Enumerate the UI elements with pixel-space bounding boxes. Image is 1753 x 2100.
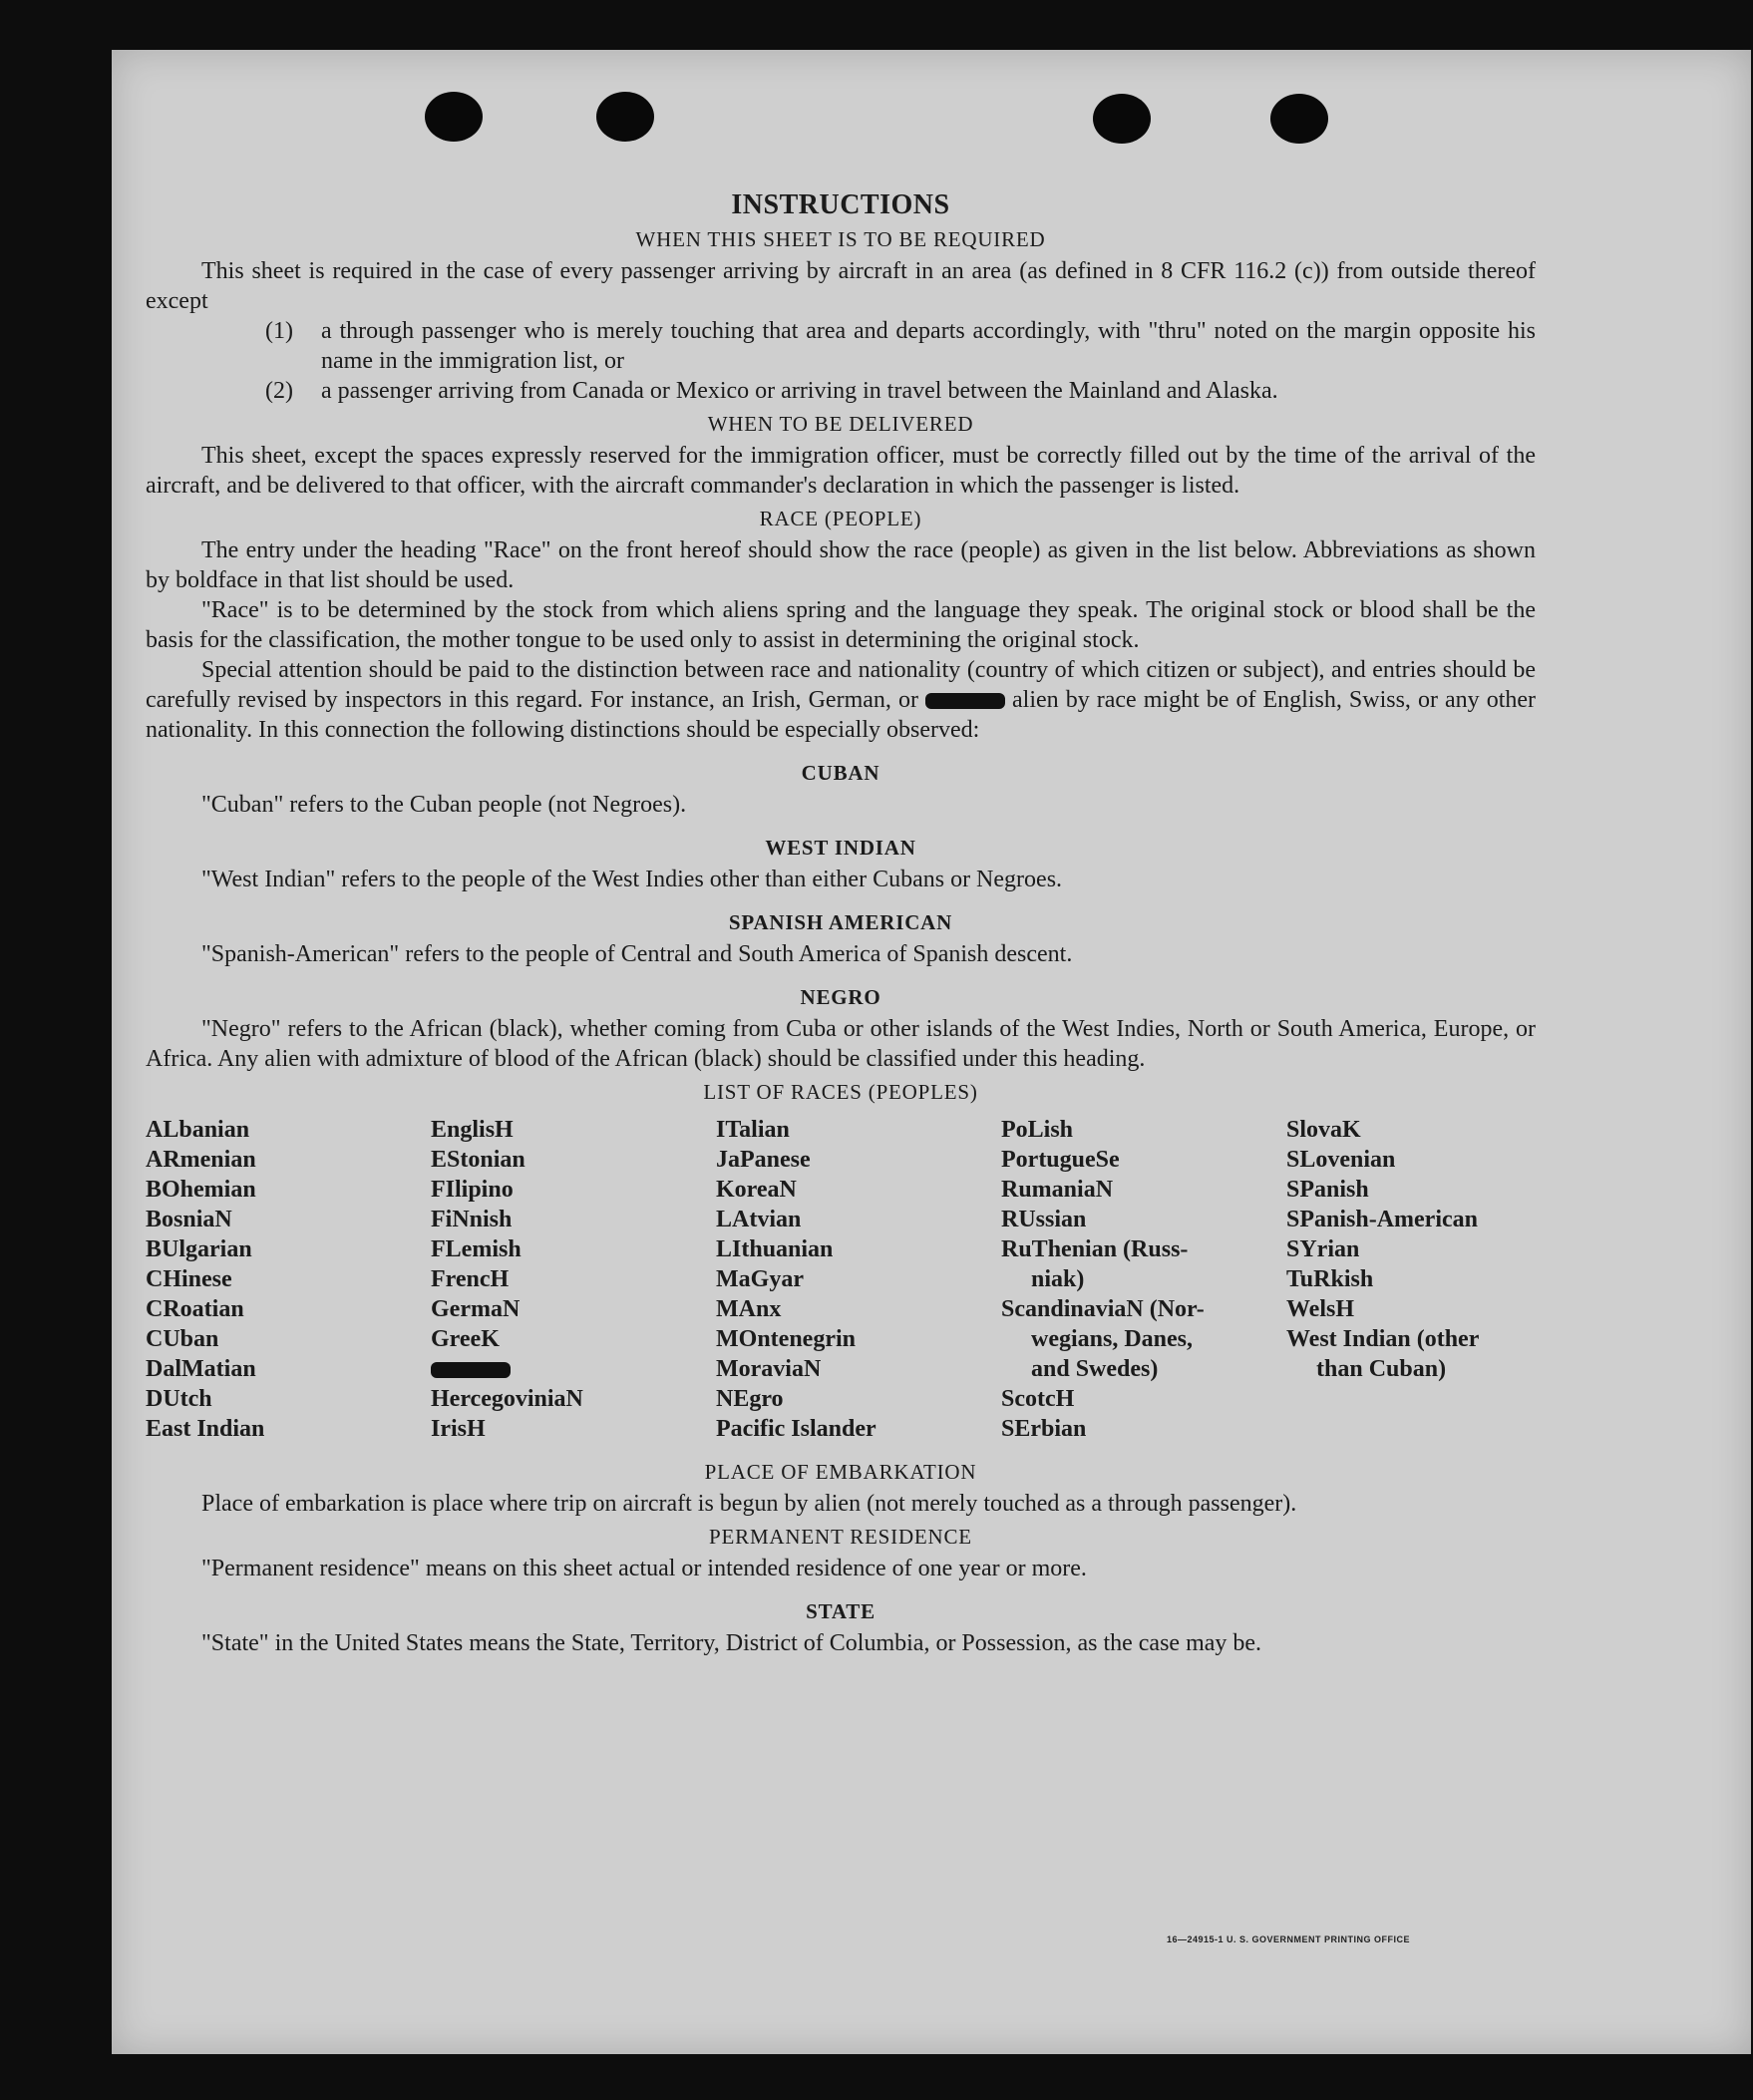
race-list-item: JaPanese [716,1147,811,1173]
race-list-item: niak) [1031,1266,1085,1292]
race-paragraph-3 [146,655,1536,745]
redaction-mark [431,1362,511,1378]
race-list-item: SPanish [1286,1177,1369,1203]
race-list-item: PoLish [1001,1117,1074,1143]
race-list-item: MOntenegrin [716,1326,856,1352]
race-paragraph-1: The entry under the heading "Race" on the front hereof should show the race (people) as given in the list below. Abbreviations as shown by boldface in that list should be used. [146,537,1536,593]
race-list-item: EStonian [431,1147,526,1173]
race-list-item: BosniaN [146,1207,232,1232]
race-paragraph-3-a: Special attention should be paid to the distinction between race and nationality (country of which citizen or subject), and entries should be carefully revised by inspectors in this regard. For instance, an Irish, German, or [146,657,1536,713]
race-column-1 [146,1115,431,1444]
west-indian-text: "West Indian" refers to the people of the West Indies other than either Cubans or Negroes. [201,867,1063,892]
race-list-item: West Indian (other [1286,1326,1480,1352]
punch-hole [1270,94,1328,144]
race-list-item: SLovenian [1286,1147,1396,1173]
race-list-item: TuRkish [1286,1266,1374,1292]
race-list-item: ScotcH [1001,1386,1075,1412]
race-list-item: RuThenian (Russ- [1001,1236,1189,1262]
race-list-item: BUlgarian [146,1236,252,1262]
race-paragraph-3-b: alien by race might be of English, Swiss, or any other nationality. In this connection the following distinctions should be especially observed: [146,687,1537,743]
race-list-item: CRoatian [146,1296,244,1322]
state-text: "State" in the United States means the State, Territory, District of Columbia, or Possession, as the case may be. [201,1630,1262,1656]
punch-hole [596,92,654,142]
section-heading-list: LIST OF RACES (PEOPLES) [703,1080,978,1104]
race-list-item: CHinese [146,1266,232,1292]
race-column-3 [716,1115,1001,1444]
race-list-item: MaGyar [716,1266,804,1292]
race-list-item: RumaniaN [1001,1177,1114,1203]
race-list-item: SlovaK [1286,1117,1361,1143]
race-list-item: LIthuanian [716,1236,834,1262]
race-list-item: WelsH [1286,1296,1355,1322]
race-column-5 [1286,1115,1572,1444]
negro-text: "Negro" refers to the African (black), whether coming from Cuba or other islands of the West Indies, North or South America, Europe, or Africa. Any alien with admixture of blood of the African (black) should be classified under this heading. [146,1016,1536,1072]
section-heading-race: RACE (PEOPLE) [759,507,922,530]
race-list-item: FiNnish [431,1207,513,1232]
section-heading-required: WHEN THIS SHEET IS TO BE REQUIRED [635,227,1046,251]
section-heading-embarkation: PLACE OF EMBARKATION [704,1460,977,1484]
section-heading-residence: PERMANENT RESIDENCE [709,1525,972,1549]
race-list-item: MAnx [716,1296,782,1322]
race-list-item: wegians, Danes, [1031,1326,1194,1352]
race-list-item: ALbanian [146,1117,250,1143]
required-intro: This sheet is required in the case of every passenger arriving by aircraft in an area (as defined in 8 CFR 116.2 (c)) from outside thereof except [146,258,1536,314]
section-heading-state: STATE [806,1599,876,1623]
race-list-item: BOhemian [146,1177,256,1203]
race-list-item: RUssian [1001,1207,1087,1232]
section-heading-cuban: CUBAN [801,761,880,785]
race-list-item: ScandinaviaN (Nor- [1001,1296,1205,1322]
race-list-item: ITalian [716,1117,790,1143]
race-list-item: SPanish-American [1286,1207,1478,1232]
race-list-item: HercegoviniaN [431,1386,583,1412]
page-title: INSTRUCTIONS [731,189,950,220]
race-list-item: and Swedes) [1031,1356,1159,1382]
race-list-item: GermaN [431,1296,521,1322]
exception-item-1 [265,316,1536,376]
punch-hole [425,92,483,142]
punch-hole [1093,94,1151,144]
spanish-american-text: "Spanish-American" refers to the people of Central and South America of Spanish descent. [201,941,1073,967]
residence-text: "Permanent residence" means on this sheet actual or intended residence of one year or more. [201,1556,1087,1581]
cuban-text: "Cuban" refers to the Cuban people (not Negroes). [201,792,687,818]
item-number: (1) [265,318,293,344]
instructions-content [146,189,1536,1658]
race-list-item-redacted [431,1354,716,1384]
race-list-item: IrisH [431,1416,486,1442]
section-heading-west-indian: WEST INDIAN [765,836,916,860]
race-list-item: than Cuban) [1316,1356,1447,1382]
race-list-item: SErbian [1001,1416,1087,1442]
delivered-text: This sheet, except the spaces expressly reserved for the immigration officer, must be correctly filled out by the time of the arrival of the aircraft, and be delivered to that officer, with the aircraft commander's declaration in which the passenger is listed. [146,443,1536,499]
race-list-item: DUtch [146,1386,212,1412]
race-list-item: DalMatian [146,1356,256,1382]
exception-item-2 [265,376,1536,406]
race-list-item: KoreaN [716,1177,797,1203]
item-text: a through passenger who is merely touching that area and departs accordingly, with "thru" noted on the margin opposite his name in the immigration list, or [321,318,1536,374]
race-list-item: FrencH [431,1266,510,1292]
embarkation-text: Place of embarkation is place where trip on aircraft is begun by alien (not merely touched as a through passenger). [201,1491,1297,1517]
race-paragraph-2: "Race" is to be determined by the stock from which aliens spring and the language they speak. The original stock or blood shall be the basis for the classification, the mother tongue to be used only to assist in determining the original stock. [146,597,1536,653]
race-list-item: ARmenian [146,1147,256,1173]
race-list-item: SYrian [1286,1236,1360,1262]
race-list-item: East Indian [146,1416,265,1442]
race-column-4 [1001,1115,1286,1444]
race-list-item: NEgro [716,1386,784,1412]
race-list-item: FIlipino [431,1177,514,1203]
race-list-item: FLemish [431,1236,522,1262]
race-list-item: LAtvian [716,1207,802,1232]
item-text: a passenger arriving from Canada or Mexico or arriving in travel between the Mainland and Alaska. [321,378,1278,404]
redaction-mark [925,693,1005,709]
race-column-2 [431,1115,716,1444]
printing-office-imprint: 16—24915-1 U. S. GOVERNMENT PRINTING OFFICE [1167,1934,1411,1944]
race-list-item: GreeK [431,1326,500,1352]
item-number: (2) [265,378,293,404]
race-list-item: PortugueSe [1001,1147,1120,1173]
race-list-item: MoraviaN [716,1356,822,1382]
race-list-item: EnglisH [431,1117,514,1143]
race-list-item: Pacific Islander [716,1416,876,1442]
section-heading-spanish-american: SPANISH AMERICAN [728,910,953,934]
section-heading-negro: NEGRO [800,985,881,1009]
race-list [146,1115,1536,1444]
section-heading-delivered: WHEN TO BE DELIVERED [707,412,974,436]
race-list-item: CUban [146,1326,219,1352]
